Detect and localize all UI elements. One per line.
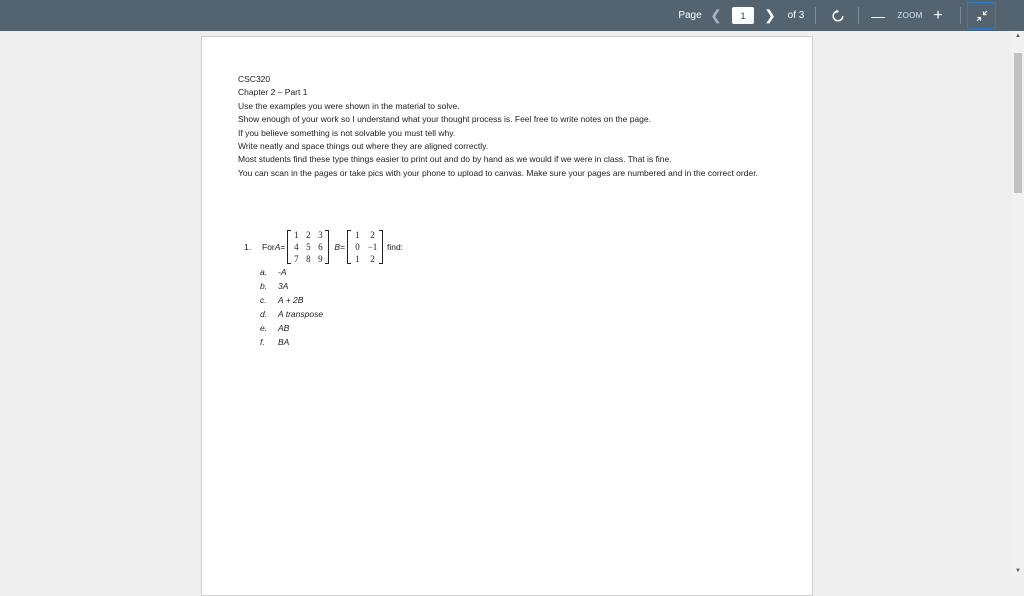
matrix-cell: 8 [306,254,311,264]
minus-icon: — [871,7,885,24]
matrix-a [287,229,329,265]
matrix-cell: 6 [318,242,323,252]
part-label: a. [260,267,268,277]
problem-1 [244,228,403,266]
toolbar-divider [960,7,961,24]
instruction-line: Use the examples you were shown in the material to solve. [238,100,460,111]
part-text: A + 2B [278,295,304,305]
part-text: BA [278,337,290,347]
part-label: e. [260,323,268,333]
instruction-line: Show enough of your work so I understand what your thought process is. Feel free to write notes on the page. [238,114,651,125]
problem-number: 1. [244,242,252,252]
list-item [260,307,323,321]
problem-suffix: find: [387,242,404,252]
scrollbar-thumb[interactable] [1014,53,1022,193]
matrix-cell: 5 [306,242,311,252]
chevron-right-icon: ❯ [764,7,776,23]
list-item [260,293,323,307]
matrix-b-name: B [334,242,341,252]
part-label: d. [260,309,268,319]
scroll-down-arrow-icon[interactable]: ▼ [1015,568,1021,574]
equals-sign: = [340,242,346,252]
page-count-label: of 3 [787,10,805,21]
instruction-line: Most students find these type things easier to print out and do by hand as we would if we were in class. That is fine. [238,154,672,165]
matrix-cell: 2 [370,230,375,240]
instruction-line: If you believe something is not solvable you must tell why. [238,127,456,138]
list-item [260,279,323,293]
part-label: f. [260,337,265,347]
matrix-cell: 1 [294,230,299,240]
matrix-cell: 7 [294,254,299,264]
part-label: b. [260,281,268,291]
problem-parts-list [260,265,323,349]
matrix-cell: 2 [306,230,311,240]
rotate-reset-icon [831,9,845,23]
reset-view-button[interactable] [828,0,848,31]
viewer-toolbar [0,0,1024,31]
document-page [201,36,813,596]
exit-fullscreen-button[interactable] [967,2,996,29]
chapter-title: Chapter 2 – Part 1 [238,87,308,98]
next-page-button[interactable] [762,0,778,31]
vertical-scrollbar[interactable] [1012,31,1024,576]
previous-page-button[interactable] [708,0,724,31]
matrix-b [347,229,383,265]
collapse-icon [976,10,988,22]
matrix-cell: 1 [355,230,360,240]
list-item [260,321,323,335]
matrix-cell: 9 [318,254,323,264]
equals-sign: = [280,242,286,252]
matrix-cell: 4 [294,242,299,252]
zoom-out-button[interactable] [870,0,886,31]
matrix-cell: −1 [367,242,378,252]
matrix-cell: 3 [318,230,323,240]
list-item [260,265,323,279]
matrix-a-name: A [274,242,281,252]
page-label: Page [678,10,702,21]
course-title: CSC320 [238,74,271,84]
list-item [260,335,323,349]
page-number-input[interactable] [732,7,754,24]
part-label: c. [260,295,267,305]
matrix-cell: 0 [355,242,360,252]
part-text: 3A [278,281,289,291]
zoom-in-button[interactable] [930,0,946,31]
toolbar-divider [815,7,816,24]
chevron-left-icon: ❮ [710,7,722,23]
toolbar-divider [858,7,859,24]
instruction-line: Write neatly and space things out where they are aligned correctly. [238,141,489,152]
problem-prefix: For [262,242,275,252]
part-text: A transpose [278,309,324,319]
zoom-label: ZOOM [897,11,923,20]
part-text: AB [278,323,290,333]
matrix-cell: 1 [355,254,360,264]
instruction-line: You can scan in the pages or take pics with your phone to upload to canvas. Make sure your pages are numbered and in the correct order. [238,167,758,178]
part-text: -A [278,267,287,277]
plus-icon: + [933,6,943,24]
instructions-text [238,73,798,180]
matrix-cell: 2 [370,254,375,264]
scroll-up-arrow-icon[interactable]: ▲ [1015,33,1021,39]
